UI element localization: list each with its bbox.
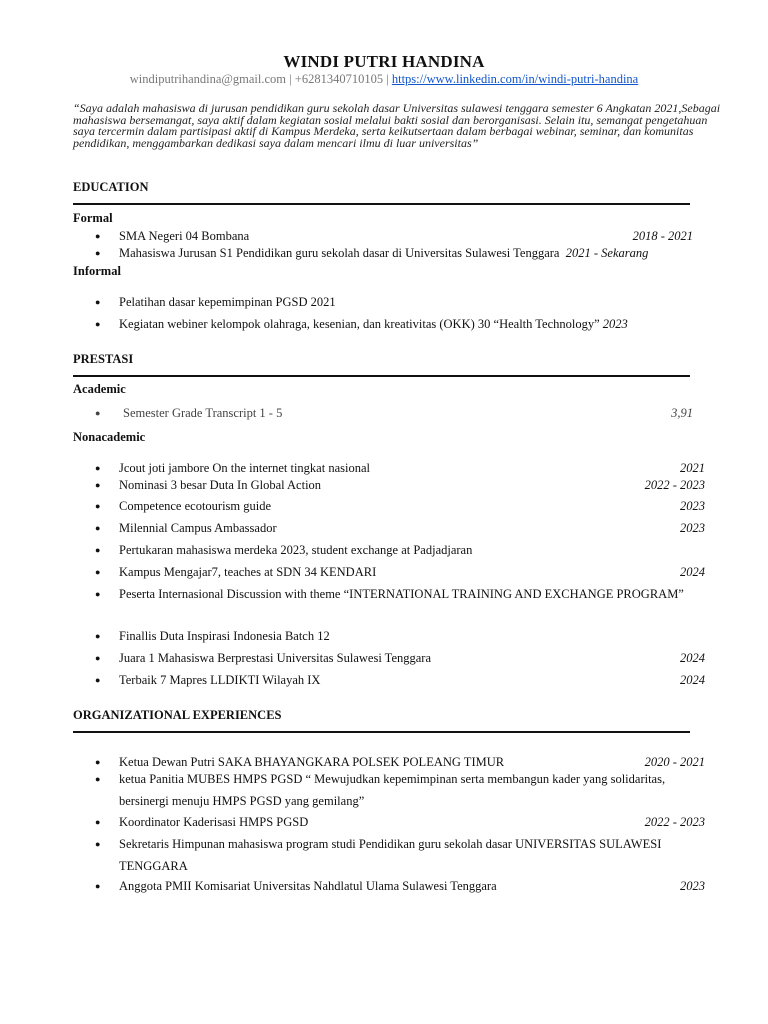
prestasi-divider [73,375,690,377]
education-heading: EDUCATION [73,180,149,194]
bullet-icon: ● [95,817,101,827]
item-text: Kegiatan webiner kelompok olahraga, kesenian, dan kreativitas (OKK) 30 “Health Technology” 2023 [119,317,628,331]
item-text: Jcout joti jambore On the internet tingkat nasional [119,461,370,475]
item-text: Sekretaris Himpunan mahasiswa program studi Pendidikan guru sekolah dasar UNIVERSITAS SULAWESI TENGGARA [119,837,662,873]
contact-line [0,72,768,87]
item-text: Competence ecotourism guide [119,499,272,513]
bullet-icon: ● [95,589,101,599]
item-year: 2020 - 2021 [644,755,705,769]
item-text: Pelatihan dasar kepemimpinan PGSD 2021 [119,295,336,309]
informal-heading: Informal [73,264,121,278]
item-text: Finallis Duta Inspirasi Indonesia Batch 12 [119,629,330,643]
bullet-icon: ● [95,501,101,511]
candidate-name: WINDI PUTRI HANDINA [283,52,485,71]
item-text: Ketua Dewan Putri SAKA BHAYANGKARA POLSEK POLEANG TIMUR [119,755,505,769]
item-text: Milennial Campus Ambassador [119,521,277,535]
bullet-icon: ● [95,567,101,577]
item-year: 2024 [680,565,705,579]
item-text: ketua Panitia MUBES HMPS PGSD “ Mewujudkan kepemimpinan serta membangun kader yang solidaritas, bersinergi menuju HMPS PGSD yang gemilang” [119,772,666,808]
bullet-icon: ● [95,463,101,473]
bullet-icon: ● [95,319,101,329]
bullet-icon: ● [95,480,101,490]
item-year: 2022 - 2023 [644,478,705,492]
bullet-icon: ● [95,408,101,418]
item-text: SMA Negeri 04 Bombana [119,229,250,243]
item-text: Mahasiswa Jurusan S1 Pendidikan guru sekolah dasar di Universitas Sulawesi Tenggara 2021 - Sekarang [119,246,649,260]
profile-summary: “Saya adalah mahasiswa di jurusan pendidikan guru sekolah dasar Universitas sulawesi tenggara semester 6 Angkatan 2021,Sebagai mahasiswa bersemangat, saya aktif dalam kegiatan sosial melalui bakti sosial dan berorganisasi. Selain itu, semangat pengetahuan saya tercermin dalam partisipasi aktif di Kampus Merdeka, serta keikutsertaan dalam berbagai webinar, seminar, dan komunitas pendidikan, menggambarkan dedikasi saya dalam mencari ilmu di luar universitas” [73,101,721,150]
item-text: Semester Grade Transcript 1 - 5 [123,406,283,420]
item-year: 2022 - 2023 [644,815,705,829]
item-year: 2023 [602,317,628,331]
bullet-icon: ● [95,545,101,555]
item-year: 2023 [680,499,705,513]
formal-heading: Formal [73,211,113,225]
item-year: 2023 [680,521,705,535]
bullet-icon: ● [95,631,101,641]
bullet-icon: ● [95,653,101,663]
item-year: 2024 [680,673,705,687]
organization-heading: ORGANIZATIONAL EXPERIENCES [73,708,282,722]
bullet-icon: ● [95,248,101,258]
item-year: 2024 [680,651,705,665]
organization-divider [73,731,690,733]
contact-details: windiputrihandina@gmail.com | +6281340710105 | [129,72,392,86]
bullet-icon: ● [95,839,101,849]
item-year: 2021 - Sekarang [565,246,649,260]
bullet-icon: ● [95,757,101,767]
linkedin-link[interactable]: https://www.linkedin.com/in/windi-putri-handina [391,72,639,86]
item-text: Nominasi 3 besar Duta In Global Action [119,478,322,492]
item-year: 2021 [680,461,705,475]
bullet-icon: ● [95,881,101,891]
item-text: Pertukaran mahasiswa merdeka 2023, student exchange at Padjadjaran [119,543,473,557]
bullet-icon: ● [95,523,101,533]
item-text: Juara 1 Mahasiswa Berprestasi Universitas Sulawesi Tenggara [119,651,432,665]
item-text: Anggota PMII Komisariat Universitas Nahdlatul Ulama Sulawesi Tenggara [119,879,497,893]
item-text: Peserta Internasional Discussion with theme “INTERNATIONAL TRAINING AND EXCHANGE PROGRAM” [119,587,684,601]
item-year: 2023 [680,879,705,893]
item-text: Terbaik 7 Mapres LLDIKTI Wilayah IX [119,673,321,687]
bullet-icon: ● [95,774,101,784]
academic-heading: Academic [73,382,126,396]
item-score: 3,91 [671,406,693,420]
bullet-icon: ● [95,231,101,241]
education-divider [73,203,690,205]
item-year: 2018 - 2021 [632,229,693,243]
prestasi-heading: PRESTASI [73,352,134,366]
item-text: Kampus Mengajar7, teaches at SDN 34 KENDARI [119,565,377,579]
bullet-icon: ● [95,675,101,685]
nonacademic-heading: Nonacademic [73,430,146,444]
item-text: Koordinator Kaderisasi HMPS PGSD [119,815,309,829]
bullet-icon: ● [95,297,101,307]
